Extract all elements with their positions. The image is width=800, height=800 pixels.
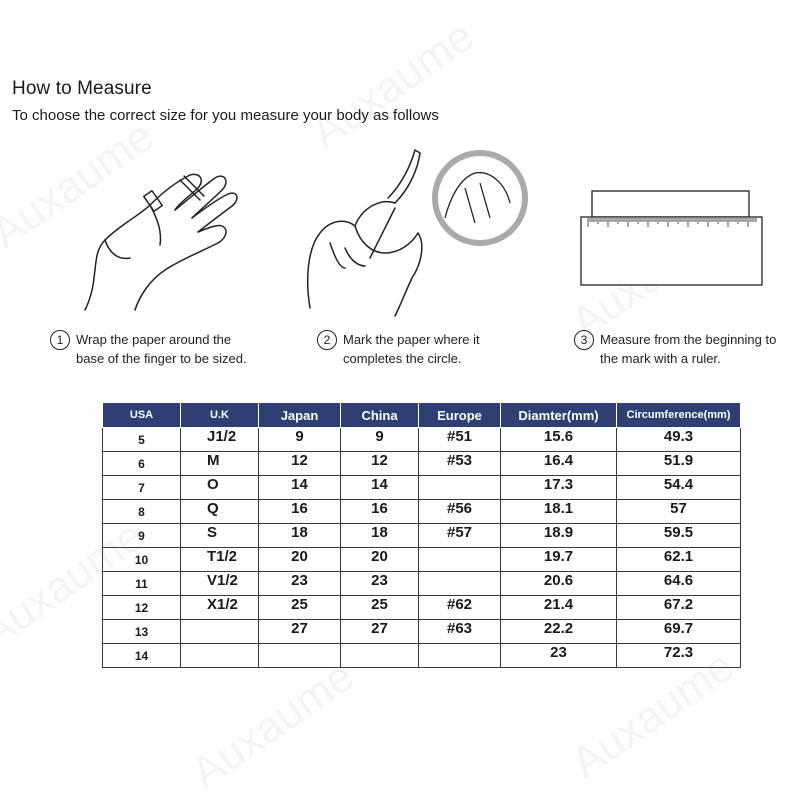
- cell-diameter: 20.6: [501, 572, 617, 596]
- cell-usa: 5: [103, 428, 181, 452]
- step-number: 3: [574, 330, 594, 350]
- cell-diameter: 16.4: [501, 452, 617, 476]
- cell-japan: [259, 644, 341, 668]
- cell-circumference: 59.5: [617, 524, 741, 548]
- table-body: [103, 428, 741, 668]
- cell-usa: 10: [103, 548, 181, 572]
- cell-usa: 6: [103, 452, 181, 476]
- hand-mark-illustration: [300, 148, 540, 318]
- ruler-illustration: [580, 190, 765, 290]
- page-subtitle: To choose the correct size for you measure your body as follows: [12, 107, 439, 124]
- cell-diameter: 21.4: [501, 596, 617, 620]
- table-row: [103, 644, 741, 668]
- step-text: Measure from the beginning to the mark with a ruler.: [600, 332, 777, 366]
- cell-circumference: 69.7: [617, 620, 741, 644]
- cell-usa: 14: [103, 644, 181, 668]
- table-row: [103, 524, 741, 548]
- table-row: [103, 428, 741, 452]
- cell-japan: 27: [259, 620, 341, 644]
- cell-china: 25: [341, 596, 419, 620]
- watermark: [182, 651, 363, 799]
- header-circumference: Circumference(mm): [617, 403, 741, 428]
- cell-diameter: 23: [501, 644, 617, 668]
- cell-usa: 8: [103, 500, 181, 524]
- hand-wrap-illustration: [80, 160, 250, 320]
- cell-usa: 11: [103, 572, 181, 596]
- header-usa: USA: [103, 403, 181, 428]
- cell-japan: 18: [259, 524, 341, 548]
- cell-circumference: 51.9: [617, 452, 741, 476]
- table-row: [103, 596, 741, 620]
- table-header-row: [103, 403, 741, 428]
- cell-japan: 25: [259, 596, 341, 620]
- cell-diameter: 18.9: [501, 524, 617, 548]
- header-uk: U.K: [181, 403, 259, 428]
- cell-uk: O: [181, 476, 259, 500]
- cell-uk: M: [181, 452, 259, 476]
- cell-circumference: 62.1: [617, 548, 741, 572]
- header-europe: Europe: [419, 403, 501, 428]
- step-text: Mark the paper where it completes the circle.: [343, 332, 480, 366]
- cell-europe: #62: [419, 596, 501, 620]
- cell-uk: [181, 620, 259, 644]
- cell-uk: [181, 644, 259, 668]
- cell-circumference: 67.2: [617, 596, 741, 620]
- cell-uk: J1/2: [181, 428, 259, 452]
- cell-circumference: 64.6: [617, 572, 741, 596]
- cell-europe: [419, 572, 501, 596]
- cell-diameter: 22.2: [501, 620, 617, 644]
- table-row: [103, 620, 741, 644]
- cell-uk: Q: [181, 500, 259, 524]
- cell-china: 16: [341, 500, 419, 524]
- cell-europe: #56: [419, 500, 501, 524]
- cell-china: 18: [341, 524, 419, 548]
- cell-usa: 13: [103, 620, 181, 644]
- table-row: [103, 548, 741, 572]
- cell-uk: S: [181, 524, 259, 548]
- cell-uk: T1/2: [181, 548, 259, 572]
- table-row: [103, 500, 741, 524]
- cell-diameter: 15.6: [501, 428, 617, 452]
- cell-usa: 9: [103, 524, 181, 548]
- cell-europe: [419, 476, 501, 500]
- header-japan: Japan: [259, 403, 341, 428]
- step-1: [50, 330, 247, 368]
- cell-japan: 16: [259, 500, 341, 524]
- cell-uk: V1/2: [181, 572, 259, 596]
- cell-china: 27: [341, 620, 419, 644]
- ring-size-table: [102, 402, 741, 668]
- cell-uk: X1/2: [181, 596, 259, 620]
- cell-china: 12: [341, 452, 419, 476]
- header-diameter: Diamter(mm): [501, 403, 617, 428]
- step-text: Wrap the paper around the base of the finger to be sized.: [76, 332, 247, 366]
- step-3: [574, 330, 776, 368]
- step-number: 1: [50, 330, 70, 350]
- cell-china: [341, 644, 419, 668]
- cell-japan: 20: [259, 548, 341, 572]
- page-title: How to Measure: [12, 78, 152, 99]
- cell-usa: 7: [103, 476, 181, 500]
- cell-china: 20: [341, 548, 419, 572]
- cell-china: 23: [341, 572, 419, 596]
- cell-circumference: 49.3: [617, 428, 741, 452]
- cell-europe: [419, 644, 501, 668]
- step-number: 2: [317, 330, 337, 350]
- cell-europe: #51: [419, 428, 501, 452]
- cell-circumference: 57: [617, 500, 741, 524]
- cell-diameter: 17.3: [501, 476, 617, 500]
- cell-usa: 12: [103, 596, 181, 620]
- table-row: [103, 452, 741, 476]
- cell-china: 9: [341, 428, 419, 452]
- cell-china: 14: [341, 476, 419, 500]
- cell-europe: #57: [419, 524, 501, 548]
- cell-japan: 14: [259, 476, 341, 500]
- watermark: [302, 11, 483, 159]
- cell-diameter: 18.1: [501, 500, 617, 524]
- cell-japan: 23: [259, 572, 341, 596]
- cell-japan: 12: [259, 452, 341, 476]
- table-row: [103, 572, 741, 596]
- cell-circumference: 72.3: [617, 644, 741, 668]
- cell-europe: #63: [419, 620, 501, 644]
- cell-europe: [419, 548, 501, 572]
- cell-japan: 9: [259, 428, 341, 452]
- header-china: China: [341, 403, 419, 428]
- cell-circumference: 54.4: [617, 476, 741, 500]
- step-2: [317, 330, 480, 368]
- cell-europe: #53: [419, 452, 501, 476]
- table-row: [103, 476, 741, 500]
- cell-diameter: 19.7: [501, 548, 617, 572]
